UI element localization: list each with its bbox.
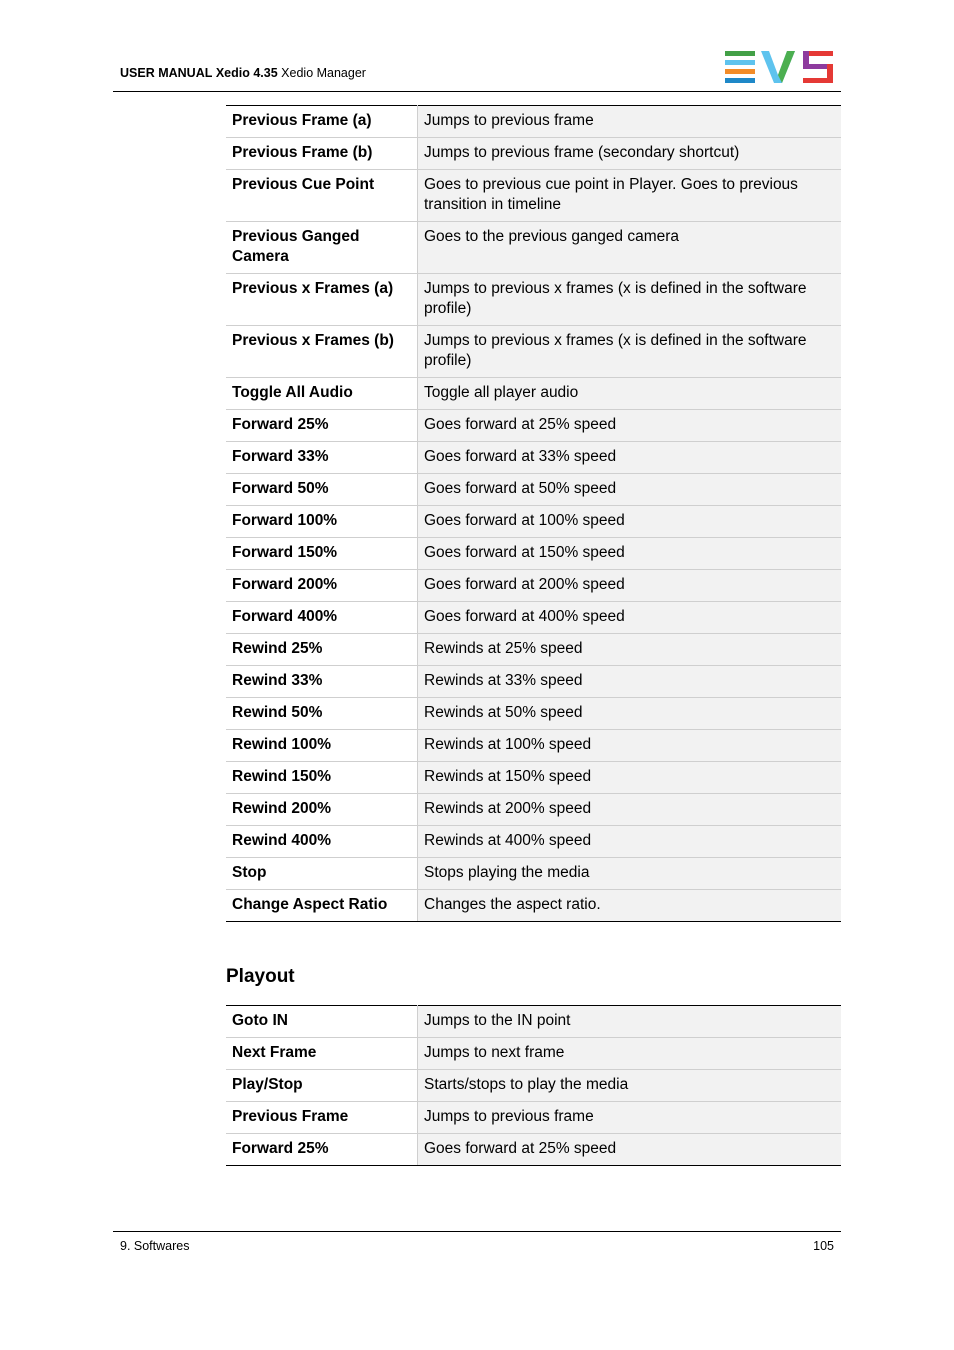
- command-description: Rewinds at 150% speed: [418, 762, 842, 794]
- command-name: Forward 100%: [226, 506, 418, 538]
- command-description: Rewinds at 25% speed: [418, 634, 842, 666]
- command-name: Forward 25%: [226, 1134, 418, 1166]
- command-description: Starts/stops to play the media: [418, 1070, 842, 1102]
- command-description: Rewinds at 200% speed: [418, 794, 842, 826]
- command-description: Rewinds at 100% speed: [418, 730, 842, 762]
- command-name: Forward 25%: [226, 410, 418, 442]
- command-description: Stops playing the media: [418, 858, 842, 890]
- section-title-playout: Playout: [226, 966, 295, 987]
- command-name: Forward 200%: [226, 570, 418, 602]
- command-name: Goto IN: [226, 1006, 418, 1038]
- header-product: Xedio 4.35: [215, 66, 278, 80]
- table-row: [226, 1006, 841, 1038]
- header-title: [120, 66, 366, 80]
- command-name: Previous x Frames (a): [226, 274, 418, 326]
- command-description: Goes forward at 50% speed: [418, 474, 842, 506]
- command-name: Rewind 25%: [226, 634, 418, 666]
- command-description: Jumps to next frame: [418, 1038, 842, 1070]
- command-name: Rewind 150%: [226, 762, 418, 794]
- shortcut-table-playout: [226, 1005, 841, 1166]
- table-row: [226, 138, 841, 170]
- table-row: [226, 1102, 841, 1134]
- shortcut-table-player: [226, 105, 841, 922]
- table-row: [226, 570, 841, 602]
- command-description: Toggle all player audio: [418, 378, 842, 410]
- footer-page-number: 105: [813, 1239, 834, 1253]
- command-description: Rewinds at 33% speed: [418, 666, 842, 698]
- command-name: Forward 33%: [226, 442, 418, 474]
- table-row: [226, 730, 841, 762]
- table-row: [226, 698, 841, 730]
- command-name: Previous Ganged Camera: [226, 222, 418, 274]
- command-name: Rewind 50%: [226, 698, 418, 730]
- command-description: Rewinds at 400% speed: [418, 826, 842, 858]
- table-row: [226, 274, 841, 326]
- command-description: Goes forward at 100% speed: [418, 506, 842, 538]
- table-row: [226, 890, 841, 922]
- header-manual: USER MANUAL: [120, 66, 213, 80]
- command-name: Rewind 200%: [226, 794, 418, 826]
- command-name: Next Frame: [226, 1038, 418, 1070]
- table-row: [226, 474, 841, 506]
- table-row: [226, 506, 841, 538]
- command-description: Goes to the previous ganged camera: [418, 222, 842, 274]
- footer-chapter: 9. Softwares: [120, 1239, 190, 1253]
- command-description: Rewinds at 50% speed: [418, 698, 842, 730]
- command-description: Jumps to previous frame (secondary shortcut): [418, 138, 842, 170]
- command-description: Goes forward at 200% speed: [418, 570, 842, 602]
- command-name: Previous Frame: [226, 1102, 418, 1134]
- command-name: Previous Frame (a): [226, 106, 418, 138]
- evs-logo: [725, 51, 835, 83]
- table-row: [226, 1070, 841, 1102]
- command-name: Stop: [226, 858, 418, 890]
- command-description: Jumps to previous x frames (x is defined in the software profile): [418, 274, 842, 326]
- command-description: Jumps to previous frame: [418, 106, 842, 138]
- command-name: Rewind 100%: [226, 730, 418, 762]
- command-description: Goes forward at 25% speed: [418, 1134, 842, 1166]
- table-row: [226, 106, 841, 138]
- command-name: Play/Stop: [226, 1070, 418, 1102]
- command-description: Goes forward at 150% speed: [418, 538, 842, 570]
- command-name: Previous Frame (b): [226, 138, 418, 170]
- command-name: Forward 150%: [226, 538, 418, 570]
- command-description: Goes to previous cue point in Player. Goes to previous transition in timeline: [418, 170, 842, 222]
- table-row: [226, 1134, 841, 1166]
- command-description: Goes forward at 400% speed: [418, 602, 842, 634]
- command-description: Goes forward at 33% speed: [418, 442, 842, 474]
- table-row: [226, 378, 841, 410]
- page-header: [113, 0, 841, 92]
- table-row: [226, 222, 841, 274]
- command-description: Jumps to the IN point: [418, 1006, 842, 1038]
- command-name: Rewind 33%: [226, 666, 418, 698]
- command-name: Previous Cue Point: [226, 170, 418, 222]
- command-description: Changes the aspect ratio.: [418, 890, 842, 922]
- command-name: Forward 50%: [226, 474, 418, 506]
- command-name: Rewind 400%: [226, 826, 418, 858]
- command-description: Jumps to previous frame: [418, 1102, 842, 1134]
- command-name: Forward 400%: [226, 602, 418, 634]
- table-row: [226, 170, 841, 222]
- table-row: [226, 666, 841, 698]
- table-row: [226, 826, 841, 858]
- table-row: [226, 326, 841, 378]
- command-name: Toggle All Audio: [226, 378, 418, 410]
- table-row: [226, 794, 841, 826]
- command-name: Change Aspect Ratio: [226, 890, 418, 922]
- command-description: Goes forward at 25% speed: [418, 410, 842, 442]
- table-row: [226, 634, 841, 666]
- command-description: Jumps to previous x frames (x is defined in the software profile): [418, 326, 842, 378]
- page-footer: [113, 1231, 841, 1253]
- header-module: Xedio Manager: [281, 66, 366, 80]
- table-row: [226, 538, 841, 570]
- table-row: [226, 410, 841, 442]
- table-row: [226, 858, 841, 890]
- table-row: [226, 442, 841, 474]
- command-name: Previous x Frames (b): [226, 326, 418, 378]
- table-row: [226, 762, 841, 794]
- table-row: [226, 602, 841, 634]
- table-row: [226, 1038, 841, 1070]
